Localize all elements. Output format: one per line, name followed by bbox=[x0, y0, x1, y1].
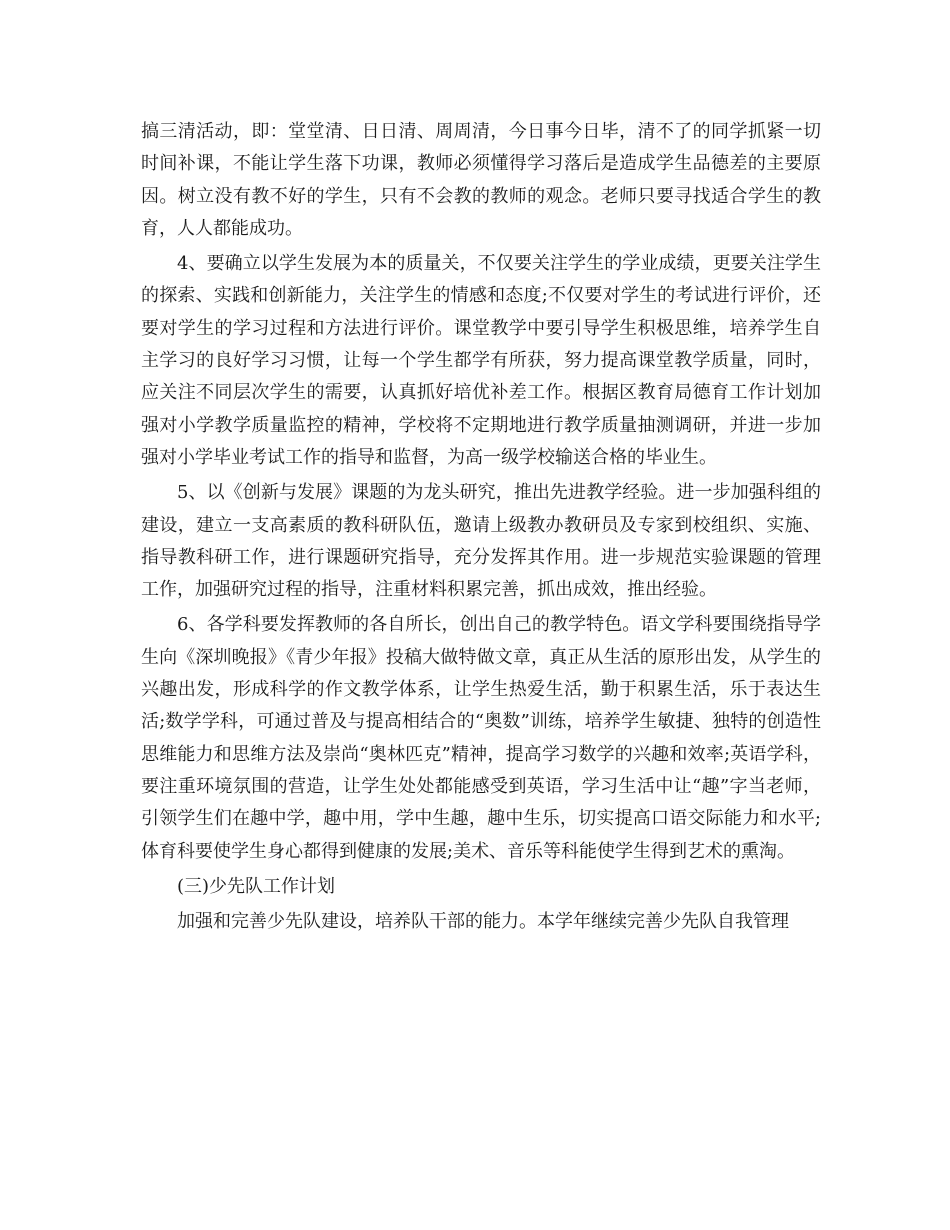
paragraph-item-5: 5、以《创新与发展》课题的为龙头研究，推出先进教学经验。进一步加强科组的建设，建立一支高素质的教科研队伍，邀请上级教办教研员及专家到校组织、实施、指导教科研工作，进行课题研究指导，充分发挥其作用。进一步规范实验课题的管理工作，加强研究过程的指导，注重材料积累完善，抓出成效，推出经验。 bbox=[141, 482, 821, 601]
document-body bbox=[141, 116, 821, 941]
paragraph-item-4: 4、要确立以学生发展为本的质量关，不仅要关注学生的学业成绩，更要关注学生的探索、实践和创新能力，关注学生的情感和态度;不仅要对学生的考试进行评价，还要对学生的学习过程和方法进行评价。课堂教学中要引导学生积极思维，培养学生自主学习的良好学习习惯，让每一个学生都学有所获，努力提高课堂教学质量，同时，应关注不同层次学生的需要，认真抓好培优补差工作。根据区教育局德育工作计划加强对小学教学质量监控的精神，学校将不定期地进行教学质量抽测调研，并进一步加强对小学毕业考试工作的指导和监督，为高一级学校输送合格的毕业生。 bbox=[141, 253, 821, 468]
paragraph-continuation: 搞三清活动，即：堂堂清、日日清、周周清，今日事今日毕，清不了的同学抓紧一切时间补课，不能让学生落下功课，教师必须懂得学习落后是造成学生品德差的主要原因。树立没有教不好的学生，只有不会教的教师的观念。老师只要寻找适合学生的教育，人人都能成功。 bbox=[141, 121, 821, 239]
paragraph-young-pioneers: 加强和完善少先队建设，培养队干部的能力。本学年继续完善少先队自我管理 bbox=[177, 911, 789, 933]
section-heading-young-pioneers: (三)少先队工作计划 bbox=[177, 875, 336, 897]
paragraph-item-6: 6、各学科要发挥教师的各自所长，创出自己的教学特色。语文学科要围绕指导学生向《深圳晚报》《青少年报》投稿大做特做文章，真正从生活的原形出发，从学生的兴趣出发，形成科学的作文教学体系，让学生热爱生活，勤于积累生活，乐于表达生活;数学学科，可通过普及与提高相结合的“奥数”训练，培养学生敏捷、独特的创造性思维能力和思维方法及崇尚“奥林匹克”精神，提高学习数学的兴趣和效率;英语学科，要注重环境氛围的营造，让学生处处都能感受到英语，学习生活中让“趣”字当老师，引领学生们在趣中学，趣中用，学中生趣，趣中生乐，切实提高口语交际能力和水平;体育科要使学生身心都得到健康的发展;美术、音乐等科能使学生得到艺术的熏淘。 bbox=[141, 614, 821, 862]
